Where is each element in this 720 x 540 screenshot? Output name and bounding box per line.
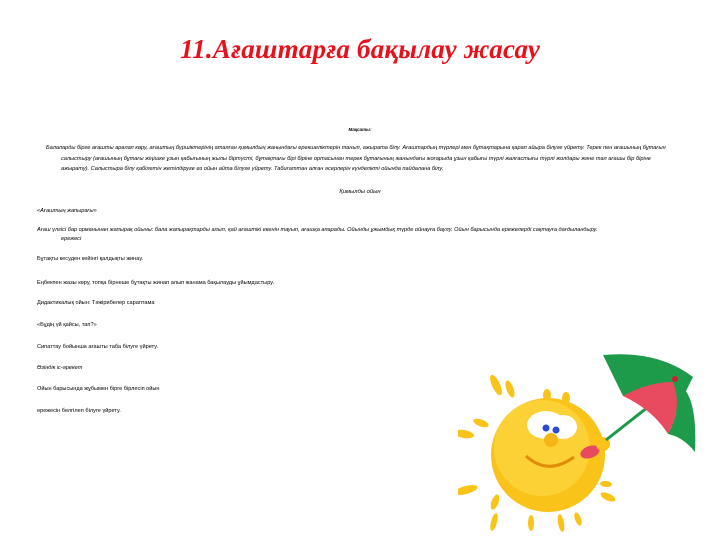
intro-paragraph xyxy=(46,143,676,175)
game-description xyxy=(37,226,677,244)
page-title: 11.Ағаштарға бақылау жасау xyxy=(179,34,541,64)
text-line-description-task: Сипаттау бойынша ағашты таба білуге үйрету. xyxy=(37,344,159,350)
text-line-didactic-game: Дидактикалық ойын: Тәжірибелер сараптама xyxy=(37,300,155,306)
intro-line-1: Балаларды бірге ағашты аралап көру, ағаштың бүршіктерінің аталған қимылдың жанындағы ерекшеліктерін танып, ажырата білу. Ағаштардың түрлері мен бұтақтарына қарап айыра білуге үйрету. Терек xyxy=(46,145,602,151)
text-line-work: Еңбекпен жазы көру, топқа бірнеше бұтақты жинап алып жанама бақылауды ұйымдастыру. xyxy=(37,280,275,286)
goal-label: Мақсаты: xyxy=(348,127,372,132)
text-line-independent-activity: Өзіндік іс-әрекет xyxy=(37,365,83,371)
game-name: «Ағаштың жапырағы» xyxy=(37,208,97,214)
intro-line-3: жалғастығы түрлі жолдары және тал ағашы бір біріне ажырату). Салыстыра білу қабілетін жетілдіруге өз ойын айта білуге үйрету. Табиғаттан алған әсерлерін күнделікті ойында пайдалана білу. xyxy=(61,155,651,172)
text-line-pair-game: Ойын барысында жұбымен бірге бірлесіп ойын xyxy=(37,386,160,392)
text-line-game-name: «Бұдің үй қайсы, тап?» xyxy=(37,322,97,328)
text-line-rules: ережесін белгілеп білуге үйрету. xyxy=(37,408,121,414)
umbrella-icon xyxy=(603,354,695,452)
sun-umbrella-illustration xyxy=(458,352,720,540)
game-section-title: Қимылды ойын xyxy=(339,189,381,195)
game-description-line-1: Ағаш үлгісі бар орманынан жапырақ ойыны: бала жапырақтарды алып, қай ағаштікі екенін тауып, ағашқа апарады. Ойынды ұжымдық түрде ойнауға баулу. Ойын барысында ережелерді сақтауға дағдыландыру. xyxy=(37,227,598,233)
game-description-line-2: ережесі xyxy=(61,236,82,242)
text-line-branches: Бұтақты кесуден кейінгі қалдықты жинау. xyxy=(37,256,144,262)
intro-line-2: пен ағашының бұтағын салыстыру (ағашының бұтағы жіңішке ұзын қабығының жылы біртүсті, бұтақтағы бірі біріне ортасынан терек бұтағының жанындағы жоғарыда ұзын қабығы түрлі xyxy=(61,145,666,162)
